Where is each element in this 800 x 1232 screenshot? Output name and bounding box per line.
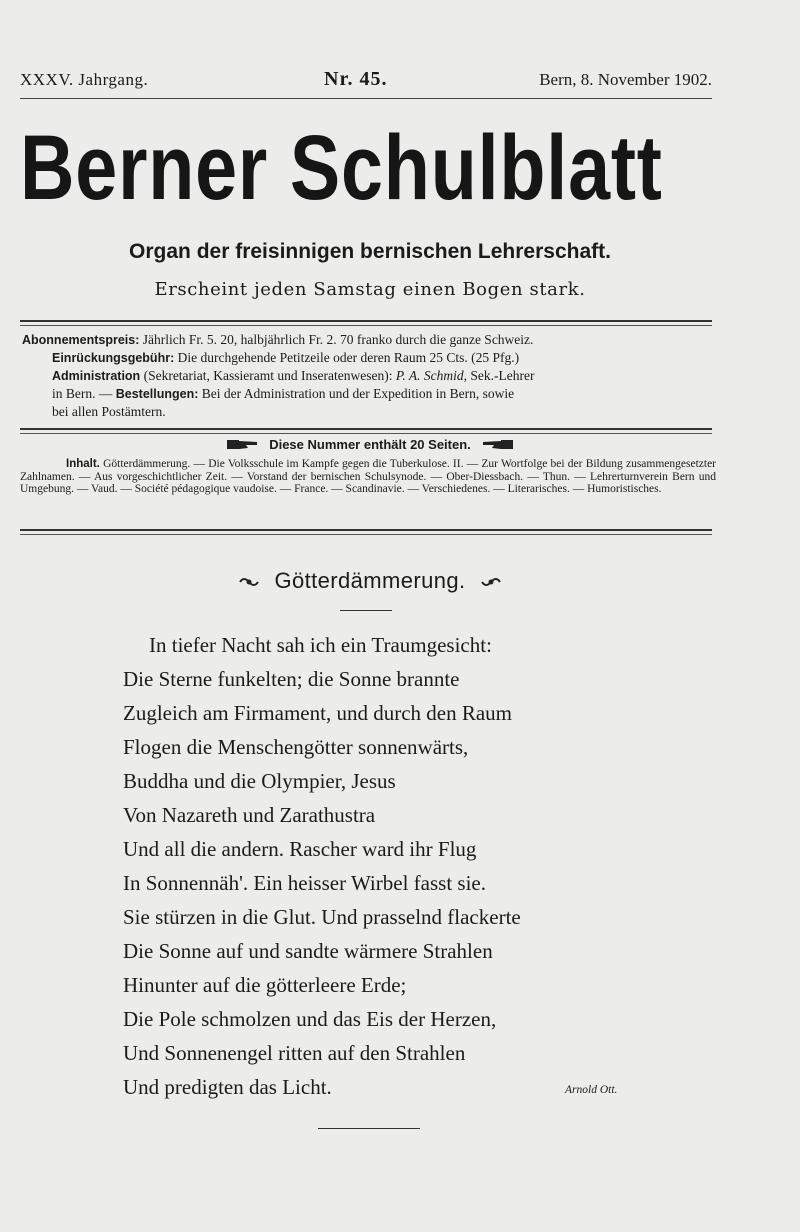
- poem-line: Die Sonne auf und sandte wärmere Strahlen: [123, 939, 493, 963]
- poem-line: In Sonnennäh'. Ein heisser Wirbel fasst sie.: [123, 871, 486, 895]
- poem-line: Und Sonnenengel ritten auf den Strahlen: [123, 1041, 466, 1065]
- place-date: Bern, 8. November 1902.: [539, 70, 712, 89]
- poem-title: Götterdämmerung.: [274, 568, 466, 593]
- ornament-right-icon: [480, 569, 502, 595]
- issue-number: Nr. 45.: [324, 68, 388, 90]
- publication-note: Erscheint jeden Samstag einen Bogen stark.: [154, 279, 586, 300]
- poem-line: Sie stürzen in die Glut. Und prasselnd flackerte: [123, 905, 521, 929]
- pointing-hand-left-icon: [480, 437, 514, 454]
- poem-line: Flogen die Menschengötter sonnenwärts,: [123, 735, 469, 759]
- contents-label: Inhalt.: [66, 458, 100, 470]
- end-rule: [318, 1128, 420, 1129]
- table-of-contents: [20, 458, 716, 496]
- title-rule: [340, 610, 392, 611]
- subscription-info: [22, 331, 718, 421]
- poem-line: In tiefer Nacht sah ich ein Traumgesicht:: [149, 633, 492, 657]
- admin-place: in Bern. —: [52, 386, 113, 401]
- orders-text-2: bei allen Postämtern.: [52, 404, 166, 419]
- orders-label: Bestellungen:: [115, 387, 199, 401]
- masthead-rule: [20, 98, 712, 99]
- poem-line: Und predigten das Licht.: [123, 1075, 332, 1099]
- admin-role: Sek.-Lehrer: [470, 368, 535, 383]
- poem-line: Die Pole schmolzen und das Eis der Herzen,: [123, 1007, 497, 1031]
- price-line: [22, 331, 718, 349]
- poem-line: Die Sterne funkelten; die Sonne brannte: [123, 667, 460, 691]
- contents-bottom-rule: [20, 529, 712, 535]
- price-label: Abonnementspreis:: [22, 333, 140, 347]
- orders-line-2: [22, 403, 718, 421]
- orders-line: [22, 385, 718, 403]
- contents-text: Götterdämmerung. — Die Volksschule im Kampfe gegen die Tuberkulose. II. — Zur Wortfolge bei der Bildung zusammengesetzter Zahlnamen. — Aus vorgeschichtlicher Zeit. — Vorstand der bernischen Schulsynode. — Ober-Diessbach. — Thun. — Lehrerturnverein Bern und Umgebung. — Vaud. — Société pédagogique vaudoise. — France. — Scandinavie. — Verschiedenes. — Literarisches. — Humoristisches.: [20, 458, 717, 495]
- insertion-line: [22, 349, 718, 367]
- price-text: Jährlich Fr. 5. 20, halbjährlich Fr. 2. 70 franko durch die ganze Schweiz.: [142, 332, 534, 347]
- admin-name: P. A. Schmid,: [395, 368, 467, 383]
- volume-label: XXXV. Jahrgang.: [20, 70, 149, 89]
- admin-line: [22, 367, 718, 385]
- poem-line: Von Nazareth und Zarathustra: [123, 803, 376, 827]
- poem-body: [123, 628, 521, 1104]
- poem-line: Hinunter auf die götterleere Erde;: [123, 973, 407, 997]
- issue-note: [0, 437, 740, 454]
- poem-heading: [0, 568, 740, 595]
- info-bottom-rule: [20, 428, 712, 434]
- poem-line: Buddha und die Olympier, Jesus: [123, 769, 396, 793]
- admin-label: Administration: [52, 369, 141, 383]
- orders-text: Bei der Administration und der Expedition in Bern, sowie: [201, 386, 515, 401]
- newspaper-title: Berner Schulblatt: [20, 117, 663, 219]
- ornament-left-icon: [238, 569, 260, 595]
- pointing-hand-right-icon: [226, 437, 260, 454]
- insertion-label: Einrückungsgebühr:: [52, 351, 175, 365]
- poem-author: Arnold Ott.: [565, 1084, 618, 1096]
- admin-text: (Sekretariat, Kassieramt und Inseratenwesen):: [143, 368, 393, 383]
- info-top-rule: [20, 320, 712, 326]
- insertion-text: Die durchgehende Petitzeile oder deren Raum 25 Cts. (25 Pfg.): [177, 350, 520, 365]
- poem-line: Zugleich am Firmament, und durch den Raum: [123, 701, 512, 725]
- poem-line: Und all die andern. Rascher ward ihr Flug: [123, 837, 477, 861]
- masthead: [20, 70, 712, 96]
- issue-note-text: Diese Nummer enthält 20 Seiten.: [269, 437, 471, 452]
- newspaper-subtitle: Organ der freisinnigen bernischen Lehrerschaft.: [129, 240, 611, 263]
